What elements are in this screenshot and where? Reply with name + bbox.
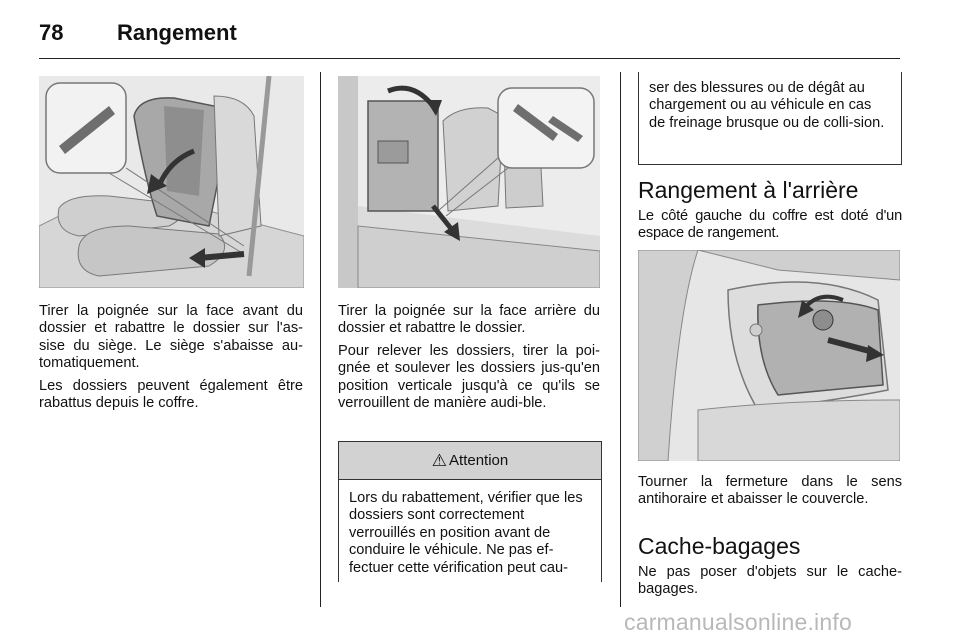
warning-triangle-icon: ⚠	[431, 450, 448, 470]
illustration-seat-fold-rear	[338, 76, 600, 288]
illustration-rear-storage-cover	[638, 250, 900, 461]
header-rule	[39, 58, 900, 59]
attention-title: Attention	[449, 452, 509, 469]
col2-paragraph-1: Tirer la poignée sur la face arrière du dossier et rabattre le dossier.	[338, 303, 600, 337]
rear-storage-paragraph-2: Tourner la fermeture dans le sens antihoraire et abaisser le couvercle.	[638, 474, 902, 508]
col2-paragraph-2: Pour relever les dossiers, tirer la poi-gnée et soulever les dossiers jus-qu'en position verticale jusqu'à ce qu'ils se verrouillent de manière audi-ble.	[338, 342, 600, 412]
attention-box-continued	[638, 72, 902, 165]
illustration-seat-fold-front	[39, 76, 304, 288]
watermark: carmanualsonline.info	[624, 609, 852, 635]
attention-text: Lors du rabattement, vérifier que les dossiers sont correctement verrouillés en position avant de conduire le véhicule. Ne pas ef-fectuer cette vérification peut cau-	[349, 490, 583, 576]
attention-box	[338, 441, 602, 582]
col1-paragraph-1: Tirer la poignée sur la face avant du dossier et rabattre le dossier sur l'as-sise du siège. Le siège s'abaisse au-tomatiquement.	[39, 303, 303, 372]
section-heading-cargo-cover: Cache-bagages	[638, 533, 801, 559]
page-title: Rangement	[117, 20, 237, 45]
attention-header	[339, 442, 601, 480]
column-divider-1	[320, 72, 321, 607]
section-heading-rear-storage: Rangement à l'arrière	[638, 177, 859, 203]
page-number: 78	[39, 20, 64, 45]
column-divider-2	[620, 72, 621, 607]
attention-continued-text: ser des blessures ou de dégât au chargement ou au véhicule en cas de freinage brusque ou de colli-sion.	[649, 80, 885, 131]
col1-paragraph-2: Les dossiers peuvent également être rabattus depuis le coffre.	[39, 377, 303, 412]
cargo-cover-paragraph-1: Ne pas poser d'objets sur le cache-bagages.	[638, 564, 902, 598]
rear-storage-paragraph-1: Le côté gauche du coffre est doté d'un espace de rangement.	[638, 208, 902, 242]
